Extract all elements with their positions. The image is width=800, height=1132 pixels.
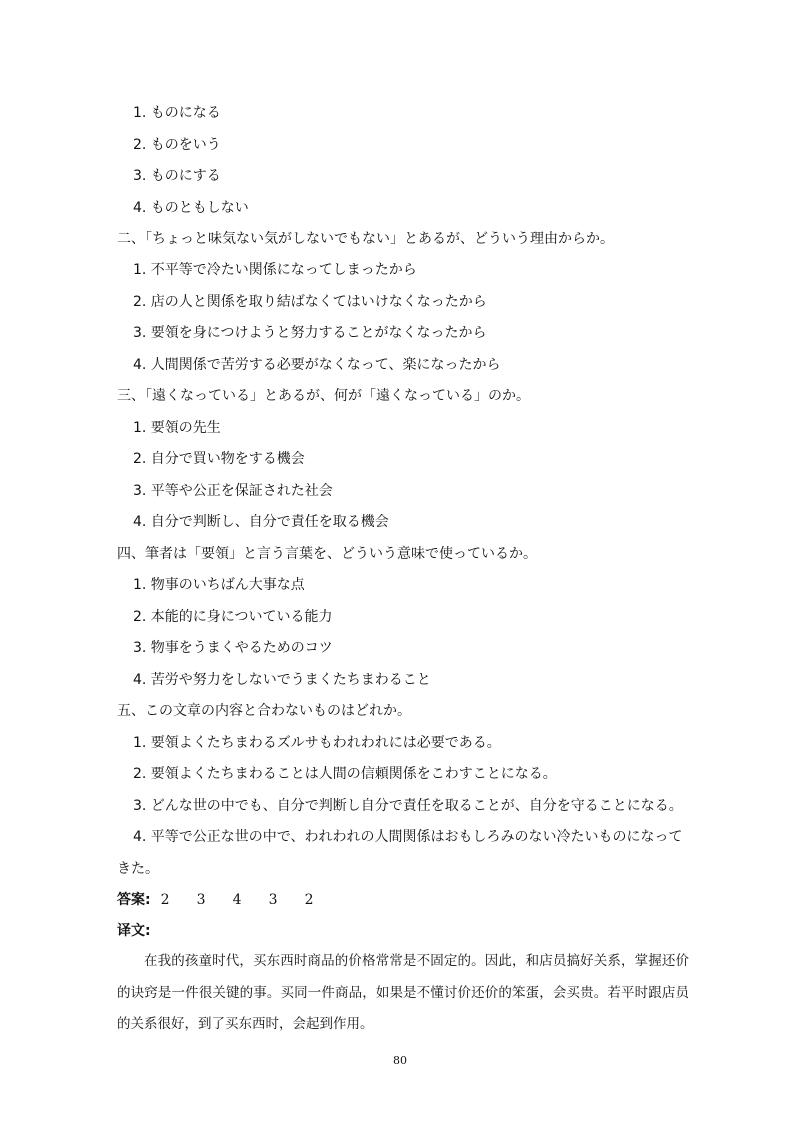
answer-label: 答案:	[117, 892, 151, 908]
q2-option-2: 2. 店の人と関係を取り結ばなくてはいけなくなったから	[133, 294, 487, 310]
q2-option-3: 3. 要領を身につけようと努力することがなくなったから	[133, 325, 487, 341]
answer-value: 3	[196, 892, 206, 908]
q5-question: 五、この文章の内容と合わないものはどれか。	[117, 703, 411, 719]
q3-option-3: 3. 平等や公正を保証された社会	[133, 483, 333, 499]
translation-body	[117, 946, 689, 1041]
q5-option-4: 4. 平等で公正な世の中で、われわれの人間関係はおもしろみのない冷たいものになって	[133, 829, 683, 845]
answer-key	[0, 891, 341, 909]
q5-option-3: 3. どんな世の中でも、自分で判断し自分で責任を取ることが、自分を守ることになる。	[133, 798, 683, 814]
q4-option-3: 3. 物事をうまくやるためのコツ	[133, 640, 333, 656]
q5-option-1: 1. 要領よくたちまわるズルサもわれわれには必要である。	[133, 735, 501, 751]
q3-option-4: 4. 自分で判断し、自分で責任を取る機会	[133, 514, 389, 530]
q1-option-2: 2. ものをいう	[133, 137, 221, 153]
page-number: 80	[393, 1054, 407, 1067]
q4-option-4: 4. 苦労や努力をしないでうまくたちまわること	[133, 672, 431, 688]
q3-option-2: 2. 自分で買い物をする機会	[133, 451, 305, 467]
q4-option-1: 1. 物事のいちばん大事な点	[133, 577, 305, 593]
answer-value: 2	[160, 892, 170, 908]
translation-paragraph: 在我的孩童时代，买东西时商品的价格常常是不固定的。因此，和店员搞好关系，掌握还价的诀窍是一件很关键的事。买同一件商品，如果是不懂讨价还价的笨蛋，会买贵。若平时跟店员的关系很好，到了买东西时，会起到作用。	[117, 953, 689, 1032]
q2-option-1: 1. 不平等で冷たい関係になってしまったから	[133, 262, 417, 278]
q3-option-1: 1. 要領の先生	[133, 420, 221, 436]
answer-value: 4	[232, 892, 242, 908]
answer-value: 3	[268, 892, 278, 908]
q5-option-2: 2. 要領よくたちまわることは人間の信頼関係をこわすことになる。	[133, 766, 557, 782]
answer-value: 2	[304, 892, 314, 908]
q1-option-3: 3. ものにする	[133, 168, 221, 184]
q1-option-1: 1. ものになる	[133, 105, 221, 121]
q4-option-2: 2. 本能的に身についている能力	[133, 609, 333, 625]
translation-heading: 译文:	[117, 923, 151, 939]
q2-question: 二、「ちょっと味気ない気がしないでもない」とあるが、どういう理由からか。	[117, 231, 614, 247]
q3-question: 三、「遠くなっている」とあるが、何が「遠くなっている」のか。	[117, 388, 530, 404]
q5-option-4-continuation: きた。	[117, 861, 159, 877]
q1-option-4: 4. ものともしない	[133, 200, 249, 216]
q2-option-4: 4. 人間関係で苦労する必要がなくなって、楽になったから	[133, 357, 501, 373]
q4-question: 四、筆者は「要領」と言う言葉を、どういう意味で使っているか。	[117, 546, 537, 562]
